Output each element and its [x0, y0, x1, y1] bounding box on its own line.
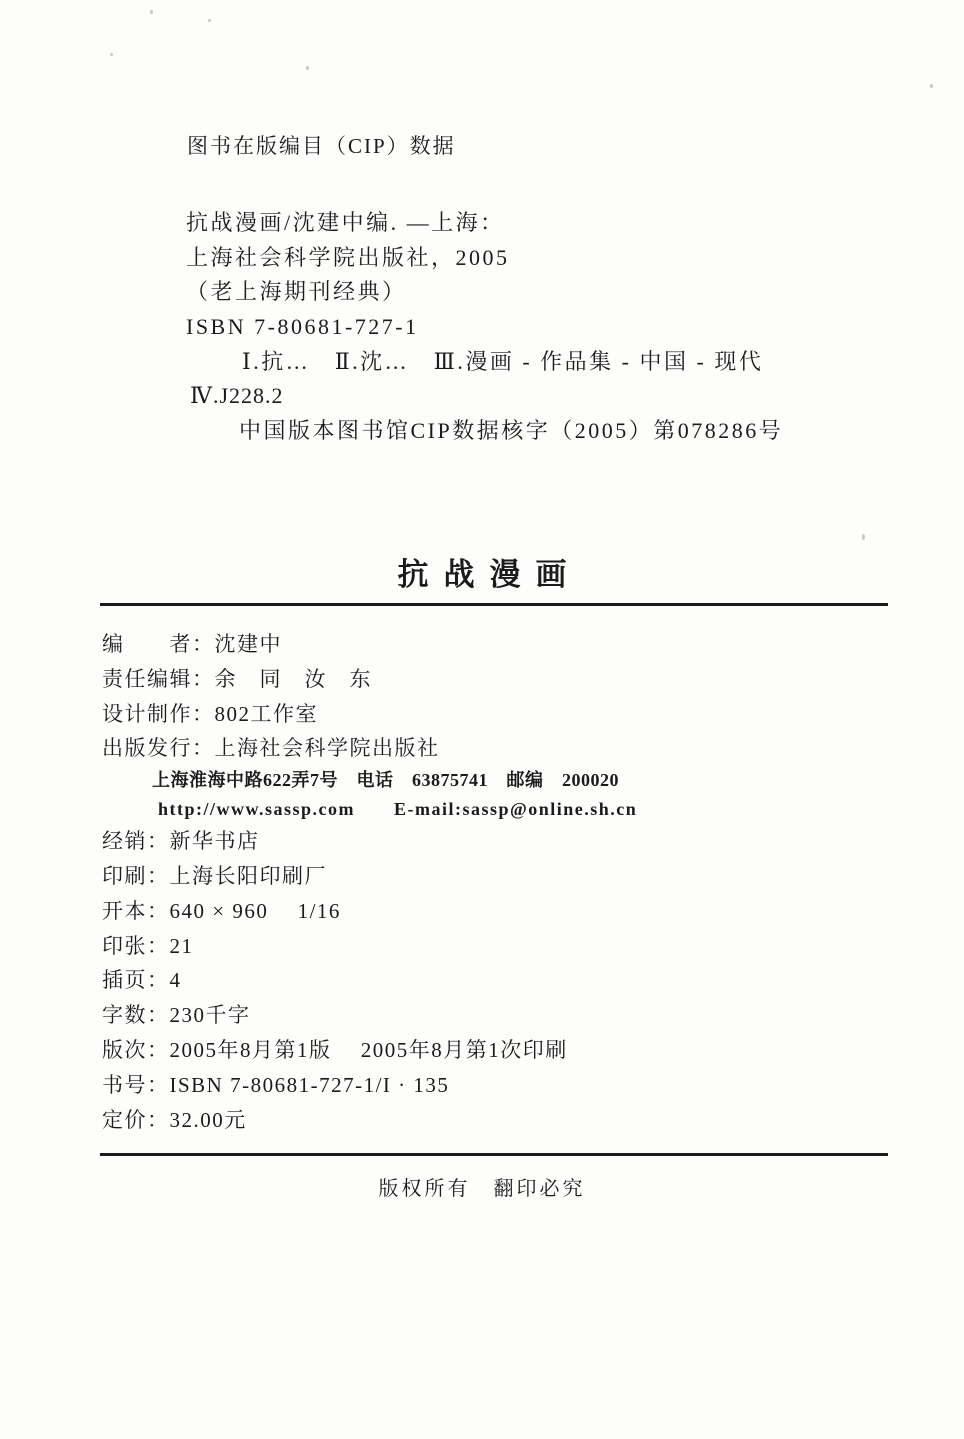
colophon-row-word-count — [102, 998, 637, 1033]
colophon-value: 上海社会科学院出版社 — [214, 736, 440, 761]
scan-speck — [862, 534, 865, 540]
colophon-label: 开本： — [102, 898, 170, 923]
colophon-value: 新华书店 — [169, 829, 260, 854]
cip-line-record-number: 中国版本图书馆CIP数据核字（2005）第078286号 — [239, 418, 784, 444]
colophon-value: 4 — [169, 968, 182, 993]
colophon-label: 定价： — [102, 1107, 170, 1132]
cip-line-class-number: Ⅳ.J228.2 — [190, 383, 284, 409]
colophon-label: 编 者： — [102, 632, 215, 656]
colophon-label: 印刷： — [102, 863, 170, 888]
colophon-value: 802工作室 — [214, 701, 318, 726]
colophon-row-editor — [102, 627, 637, 662]
scan-speck — [110, 53, 113, 56]
cip-block — [186, 206, 783, 449]
colophon-value: 2005年8月第1版 2005年8月第1次印刷 — [169, 1037, 568, 1062]
colophon-row-inserts — [102, 963, 637, 998]
cip-line-isbn: ISBN 7-80681-727-1 — [186, 314, 419, 340]
colophon-label: 出版发行： — [102, 736, 215, 761]
colophon-label: 插页： — [102, 968, 170, 993]
colophon-value: ISBN 7-80681-727-1/I · 135 — [169, 1072, 450, 1097]
cip-line-classification: Ⅰ.抗… Ⅱ.沈… Ⅲ.漫画 - 作品集 - 中国 - 现代 — [242, 348, 764, 374]
book-title: 抗战漫画 — [397, 557, 582, 592]
colophon-label: 版次： — [102, 1037, 170, 1062]
colophon-value: 230千字 — [169, 1003, 251, 1028]
divider-top — [100, 603, 888, 606]
colophon-row-publisher — [102, 731, 637, 766]
publisher-contact-block — [102, 766, 637, 824]
colophon-row-sheets — [102, 929, 637, 964]
colophon-label: 责任编辑： — [102, 666, 215, 691]
scan-speck — [208, 19, 211, 22]
colophon-row-price — [102, 1103, 637, 1138]
colophon-row-design — [102, 697, 637, 732]
colophon-label: 书号： — [102, 1072, 170, 1097]
colophon-row-book-number — [102, 1068, 637, 1103]
cip-header: 图书在版编目（CIP）数据 — [187, 134, 456, 158]
colophon-value: 上海长阳印刷厂 — [169, 863, 327, 888]
colophon-label: 设计制作： — [102, 701, 215, 726]
colophon-label: 字数： — [102, 1003, 170, 1028]
colophon-label: 经销： — [102, 829, 170, 854]
cip-line-publisher: 上海社会科学院出版社，2005 — [186, 244, 510, 270]
colophon-row-edition — [102, 1033, 637, 1068]
colophon-value: 沈建中 — [214, 632, 282, 656]
colophon-value: 21 — [169, 933, 194, 958]
cip-line-title: 抗战漫画/沈建中编. —上海： — [186, 210, 505, 235]
colophon-row-format — [102, 894, 637, 929]
cip-line-series: （老上海期刊经典） — [186, 279, 407, 305]
copyright-notice: 版权所有 翻印必究 — [378, 1178, 586, 1200]
colophon-value: 32.00元 — [169, 1107, 247, 1132]
publisher-website-email: http://www.sassp.com E-mail:sassp@online.sh.cn — [158, 799, 638, 820]
divider-bottom — [100, 1153, 888, 1156]
colophon-label: 印张： — [102, 933, 170, 958]
colophon-row-responsible-editor — [102, 662, 637, 697]
scan-speck — [150, 10, 153, 14]
colophon-value: 余 同 汝 东 — [214, 666, 372, 691]
colophon-row-printer — [102, 859, 637, 894]
colophon-value: 640 × 960 1/16 — [169, 898, 341, 923]
scan-speck — [930, 84, 933, 88]
colophon-row-distributor — [102, 824, 637, 859]
colophon — [102, 627, 637, 1137]
scan-speck — [306, 66, 309, 70]
publisher-address: 上海淮海中路622弄7号 电话 63875741 邮编 200020 — [152, 770, 619, 791]
